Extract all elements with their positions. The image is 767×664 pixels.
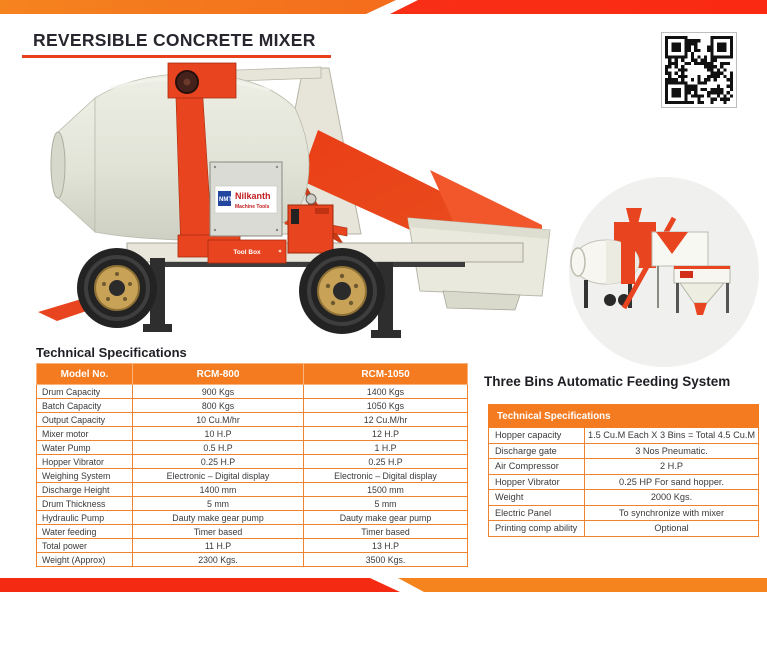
table-row	[489, 428, 759, 444]
spec-value: 5 mm	[133, 497, 304, 511]
table-row	[37, 539, 468, 553]
table-row	[37, 497, 468, 511]
model-spec-table	[36, 363, 468, 567]
brand-subtitle: Machine Tools	[235, 204, 270, 210]
table-row	[489, 474, 759, 490]
table-row	[37, 511, 468, 525]
spec-value: 12 Cu.M/hr	[304, 413, 468, 427]
spec-value: 10 H.P	[133, 427, 304, 441]
table-row	[37, 553, 468, 567]
table-row	[489, 521, 759, 537]
table-row	[37, 483, 468, 497]
spec-value: 0.25 HP For sand hopper.	[585, 474, 759, 490]
spec-value: 2300 Kgs.	[133, 553, 304, 567]
spec-label: Hydraulic Pump	[37, 511, 133, 525]
spec-label: Printing comp ability	[489, 521, 585, 537]
right-wheel	[299, 248, 385, 334]
spec-label: Batch Capacity	[37, 399, 133, 413]
spec-label: Drum Thickness	[37, 497, 133, 511]
spec-value: 2000 Kgs.	[585, 490, 759, 506]
right-section-heading: Three Bins Automatic Feeding System	[484, 374, 731, 389]
spec-label: Mixer motor	[37, 427, 133, 441]
spec-label: Water feeding	[37, 525, 133, 539]
spec-value: 11 H.P	[133, 539, 304, 553]
table-row	[489, 443, 759, 459]
spec-value: 13 H.P	[304, 539, 468, 553]
spec-label: Discharge Height	[37, 483, 133, 497]
spec-value: 2 H.P	[585, 459, 759, 475]
spec-value: 1400 mm	[133, 483, 304, 497]
spec-label: Output Capacity	[37, 413, 133, 427]
bins-table-header: Technical Specifications	[489, 405, 759, 428]
column-header: RCM-800	[133, 364, 304, 385]
table-row	[489, 459, 759, 475]
spec-label: Hopper Vibrator	[37, 455, 133, 469]
spec-label: Electric Panel	[489, 505, 585, 521]
column-header: RCM-1050	[304, 364, 468, 385]
tool-box	[208, 240, 286, 263]
spec-value: 900 Kgs	[133, 385, 304, 399]
spec-value: 0.25 H.P	[304, 455, 468, 469]
spec-value: 1050 Kgs	[304, 399, 468, 413]
spec-value: 12 H.P	[304, 427, 468, 441]
table-row	[37, 385, 468, 399]
spec-label: Total power	[37, 539, 133, 553]
table-row	[37, 455, 468, 469]
spec-label: Air Compressor	[489, 459, 585, 475]
spec-value: 800 Kgs	[133, 399, 304, 413]
spec-value: 5 mm	[304, 497, 468, 511]
table-row	[37, 427, 468, 441]
spec-value: Electronic – Digital display	[304, 469, 468, 483]
bins-table-header-row	[489, 405, 759, 428]
spec-label: Drum Capacity	[37, 385, 133, 399]
spec-value: Optional	[585, 521, 759, 537]
left-section-heading: Technical Specifications	[36, 345, 187, 360]
left-wheel	[77, 248, 157, 328]
spec-value: 1 H.P	[304, 441, 468, 455]
top-accent-stripe	[0, 0, 767, 14]
spec-label: Water Pump	[37, 441, 133, 455]
bottom-accent-stripe	[0, 578, 767, 592]
spec-label: Weighing System	[37, 469, 133, 483]
control-panel	[210, 162, 282, 236]
table-row	[489, 490, 759, 506]
spec-label: Weight (Approx)	[37, 553, 133, 567]
page-title: REVERSIBLE CONCRETE MIXER	[33, 30, 316, 50]
spec-value: 3 Nos Pneumatic.	[585, 443, 759, 459]
spec-value: 3500 Kgs.	[304, 553, 468, 567]
spec-value: To synchronize with mixer	[585, 505, 759, 521]
three-bins-image	[566, 174, 762, 370]
spec-label: Hopper Vibrator	[489, 474, 585, 490]
spec-label: Hopper capacity	[489, 428, 585, 444]
spec-label: Discharge gate	[489, 443, 585, 459]
bins-spec-table	[488, 404, 759, 537]
spec-value: 10 Cu.M/hr	[133, 413, 304, 427]
spec-value: Dauty make gear pump	[133, 511, 304, 525]
spec-value: 0.25 H.P	[133, 455, 304, 469]
nmt-logo-text: NMT	[219, 197, 232, 203]
spec-value: Dauty make gear pump	[304, 511, 468, 525]
brand-name: Nilkanth	[235, 191, 271, 201]
spec-value: Timer based	[304, 525, 468, 539]
spec-value: 1.5 Cu.M Each X 3 Bins = Total 4.5 Cu.M	[585, 428, 759, 444]
column-header: Model No.	[37, 364, 133, 385]
spec-value: Timer based	[133, 525, 304, 539]
spec-value: Electronic – Digital display	[133, 469, 304, 483]
qr-code-pattern	[665, 36, 733, 104]
spec-value: 1400 Kgs	[304, 385, 468, 399]
table-row	[37, 413, 468, 427]
qr-code-icon	[661, 32, 737, 108]
table-row	[37, 525, 468, 539]
spec-label: Weight	[489, 490, 585, 506]
spec-value: 0.5 H.P	[133, 441, 304, 455]
table-row	[489, 505, 759, 521]
tool-box-label: Tool Box	[233, 249, 261, 256]
reversible-mixer-image	[15, 58, 565, 350]
table-row	[37, 399, 468, 413]
spec-table-header-row	[37, 364, 468, 385]
table-row	[37, 441, 468, 455]
spec-value: 1500 mm	[304, 483, 468, 497]
table-row	[37, 469, 468, 483]
